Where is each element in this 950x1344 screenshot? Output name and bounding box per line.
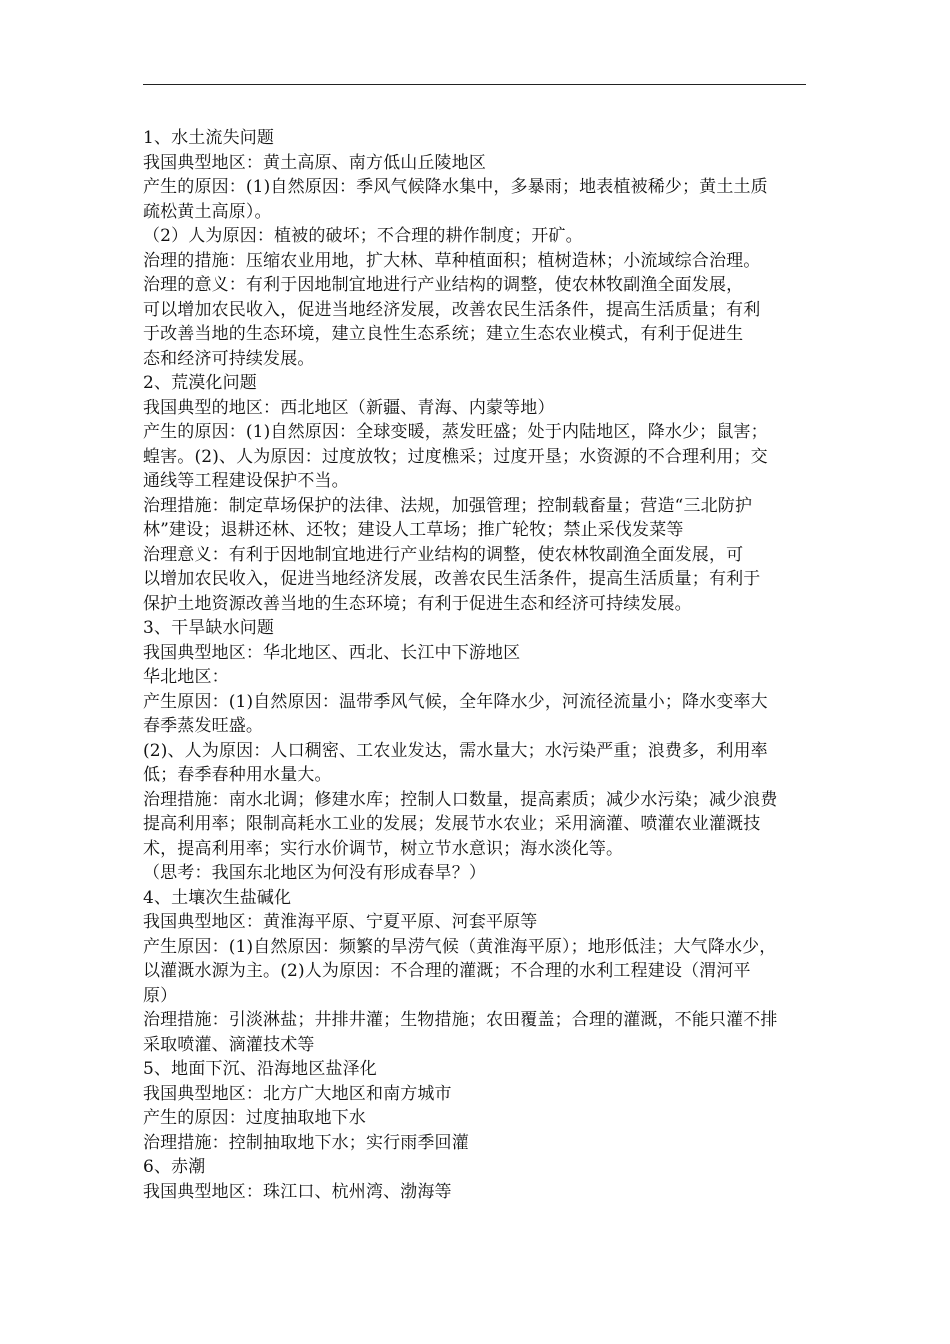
text-line: 我国典型地区：华北地区、西北、长江中下游地区 xyxy=(143,642,521,663)
text-line: 产生的原因：(1)自然原因：全球变暖，蒸发旺盛；处于内陆地区，降水少；鼠害； xyxy=(143,422,768,442)
text-line: 我国典型的地区：西北地区（新疆、青海、内蒙等地） xyxy=(143,397,555,418)
text-line: 以增加农民收入，促进当地经济发展，改善农民生活条件，提高生活质量；有利于 xyxy=(143,569,761,589)
text-line: （2）人为原因：植被的破坏；不合理的耕作制度；开矿。 xyxy=(143,226,583,246)
document-body xyxy=(143,126,811,1204)
text-line: 华北地区： xyxy=(143,667,229,687)
text-line: 保护土地资源改善当地的生态环境；有利于促进生态和经济可持续发展。 xyxy=(143,593,692,614)
text-line: 1、水土流失问题 xyxy=(143,128,275,148)
text-line: 治理措施：南水北调；修建水库；控制人口数量，提高素质；减少水污染；减少浪费 xyxy=(143,789,778,810)
text-line: 3、干旱缺水问题 xyxy=(143,618,275,638)
header-rule xyxy=(143,84,806,85)
text-line: （思考：我国东北地区为何没有形成春旱？） xyxy=(143,863,486,883)
text-line: 于改善当地的生态环境，建立良性生态系统；建立生态农业模式，有利于促进生 xyxy=(143,324,744,344)
text-line: 治理措施：制定草场保护的法律、法规，加强管理；控制载畜量；营造“三北防护 xyxy=(143,495,753,516)
text-line: 春季蒸发旺盛。 xyxy=(143,716,264,736)
text-line: 我国典型地区：黄淮海平原、宁夏平原、河套平原等 xyxy=(143,912,538,932)
text-line: (2)、人为原因：人口稠密、工农业发达，需水量大；水污染严重；浪费多，利用率 xyxy=(143,740,768,761)
text-line: 以灌溉水源为主。(2)人为原因：不合理的灌溉；不合理的水利工程建设（渭河平 xyxy=(143,961,751,981)
text-line: 采取喷灌、滴灌技术等 xyxy=(143,1034,315,1055)
text-line: 低；春季春种用水量大。 xyxy=(143,765,332,785)
text-line: 产生原因：(1)自然原因：温带季风气候，全年降水少，河流径流量小；降水变率大 xyxy=(143,691,768,712)
text-line: 产生的原因：过度抽取地下水 xyxy=(143,1108,366,1128)
text-line: 治理措施：控制抽取地下水；实行雨季回灌 xyxy=(143,1132,469,1153)
text-line: 林”建设；退耕还林、还牧；建设人工草场；推广轮牧；禁止采伐发菜等 xyxy=(143,520,684,540)
text-line: 态和经济可持续发展。 xyxy=(143,348,315,369)
text-line: 我国典型地区：黄土高原、南方低山丘陵地区 xyxy=(143,152,486,173)
text-line: 5、地面下沉、沿海地区盐泽化 xyxy=(143,1059,377,1079)
text-line: 我国典型地区：珠江口、杭州湾、渤海等 xyxy=(143,1181,452,1202)
text-line: 治理的意义：有利于因地制宜地进行产业结构的调整，使农林牧副渔全面发展， xyxy=(143,275,744,295)
text-line: 原） xyxy=(143,985,178,1006)
text-line: 我国典型地区：北方广大地区和南方城市 xyxy=(143,1083,452,1104)
text-line: 通线等工程建设保护不当。 xyxy=(143,471,349,491)
text-line: 产生原因：(1)自然原因：频繁的旱涝气候（黄淮海平原）；地形低洼；大气降水少， xyxy=(143,936,777,957)
text-line: 治理措施：引淡淋盐；井排井灌；生物措施；农田覆盖；合理的灌溉，不能只灌不排 xyxy=(143,1010,778,1030)
text-line: 蝗害。(2)、人为原因：过度放牧；过度樵采；过度开垦；水资源的不合理利用；交 xyxy=(143,446,768,467)
text-line: 4、土壤次生盐碱化 xyxy=(143,887,292,908)
text-line: 术，提高利用率；实行水价调节，树立节水意识；海水淡化等。 xyxy=(143,838,624,859)
text-line: 2、荒漠化问题 xyxy=(143,373,257,393)
text-line: 提高利用率；限制高耗水工业的发展；发展节水农业；采用滴灌、喷灌农业灌溉技 xyxy=(143,814,761,834)
text-line: 治理意义：有利于因地制宜地进行产业结构的调整，使农林牧副渔全面发展，可 xyxy=(143,544,744,565)
text-line: 产生的原因：(1)自然原因：季风气候降水集中，多暴雨；地表植被稀少；黄土土质 xyxy=(143,177,768,197)
text-line: 可以增加农民收入，促进当地经济发展，改善农民生活条件，提高生活质量；有利 xyxy=(143,299,761,320)
text-line: 疏松黄土高原）。 xyxy=(143,201,272,222)
text-line: 6、赤潮 xyxy=(143,1157,206,1177)
text-line: 治理的措施：压缩农业用地，扩大林、草种植面积；植树造林；小流域综合治理。 xyxy=(143,250,761,271)
